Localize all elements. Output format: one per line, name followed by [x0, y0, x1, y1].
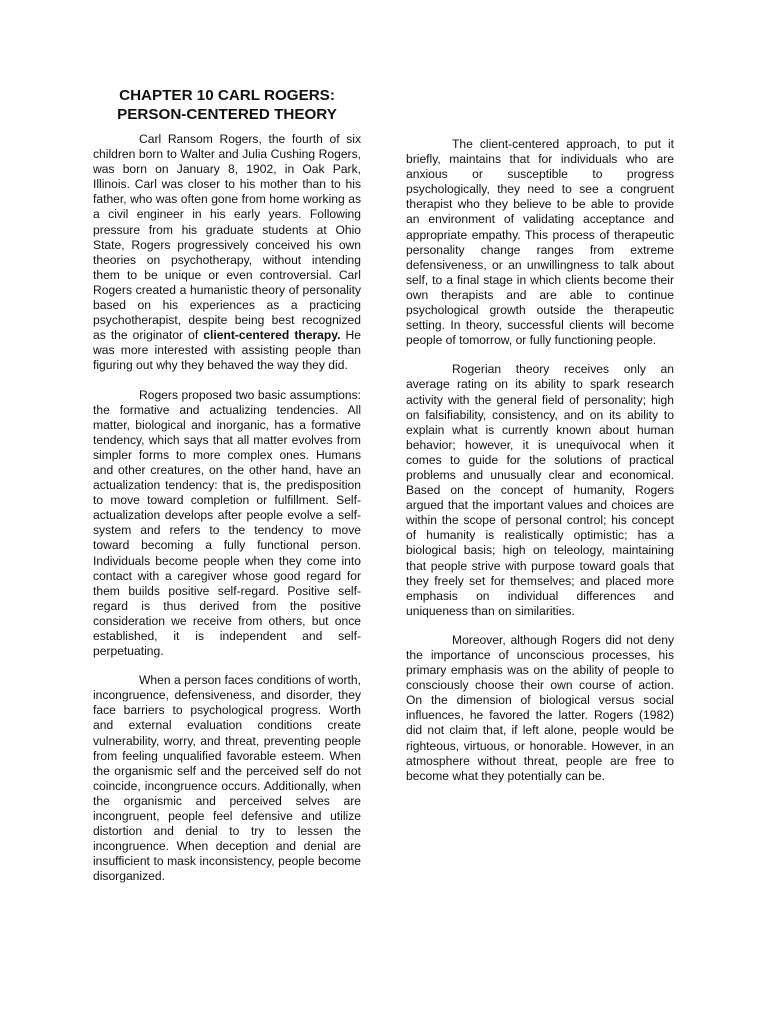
left-column [93, 86, 361, 899]
paragraph-barriers: When a person faces conditions of worth, incongruence, defensiveness, and disorder, they face barriers to psychological progress. Worth and external evaluation conditions create vulnerability, worry, and threat, preventing people from feeling unqualified favorable esteem. When the organismic self and the perceived self do not coincide, incongruence occurs. Additionally, when the organismic and perceived selves are incongruent, people feel defensive and utilize distortion and denial to try to lessen the incongruence. When deception and denial are insufficient to mask inconsistency, people become disorganized. [93, 673, 361, 884]
paragraph-biography-text-b: He was more interested with assisting people than figuring out why they behaved the way they did. [93, 328, 361, 373]
chapter-title-line-2: PERSON-CENTERED THEORY [117, 106, 337, 123]
paragraph-assumptions: Rogers proposed two basic assumptions: the formative and actualizing tendencies. All matter, biological and inorganic, has a formative tendency, which says that all matter evolves from simpler forms to more complex ones. Humans and other creatures, on the other hand, have an actualization tendency: that is, the predisposition to move toward completion or fulfillment. Self-actualization develops after people evolve a self-system and refers to the tendency to move toward becoming a fully functional person. Individuals become people when they come into contact with a caregiver whose good regard for them builds positive self-regard. Positive self-regard is thus derived from the positive consideration we receive from others, but once established, it is independent and self-perpetuating. [93, 387, 361, 659]
paragraph-unconscious-processes: Moreover, although Rogers did not deny the importance of unconscious processes, his primary emphasis was on the ability of people to consciously choose their own course of action. On the dimension of biological versus social influences, he favored the latter. Rogers (1982) did not claim that, if left alone, people would be righteous, virtuous, or honorable. However, in an atmosphere without threat, people are free to become what they potentially can be. [406, 632, 674, 783]
paragraph-biography [93, 132, 361, 374]
paragraph-biography-text-a: Carl Ransom Rogers, the fourth of six children born to Walter and Julia Cushing Rogers, was born on January 8, 1902, in Oak Park, Illinois. Carl was closer to his mother than to his father, who was often gone from home working as a civil engineer in his early years. Following pressure from his graduate students at Ohio State, Rogers progressively conceived his own theories on psychotherapy, without intending them to be unique or even controversial. Carl Rogers created a humanistic theory of personality based on his experiences as a practicing psychotherapist, despite being best recognized as the originator of [93, 132, 361, 343]
paragraph-client-centered-approach: The client-centered approach, to put it briefly, maintains that for individuals who are anxious or susceptible to progress psychologically, they need to see a congruent therapist who they believe to be able to provide an environment of validating acceptance and appropriate empathy. This process of therapeutic personality change ranges from extreme defensiveness, or an unwillingness to talk about self, to a final stage in which clients become their own therapists and are able to continue psychological growth outside the therapeutic setting. In theory, successful clients will become people of tomorrow, or fully functioning people. [406, 137, 674, 348]
chapter-title [93, 86, 361, 124]
chapter-title-line-1: CHAPTER 10 CARL ROGERS: [119, 87, 335, 104]
paragraph-rogerian-theory-rating: Rogerian theory receives only an average rating on its ability to spark research activity with the general field of personality; high on falsifiability, consistency, and on its ability to explain what is currently known about human behavior; however, it is unequivocal when it comes to guide for the solutions of practical problems and unusually clear and economical. Based on the concept of humanity, Rogers argued that the important values and choices are within the scope of personal control; his concept of humanity is realistically optimistic; has a biological basis; high on teleology, maintaining that people strive with purpose toward goals that they freely set for themselves; and placed more emphasis on individual differences and uniqueness than on similarities. [406, 362, 674, 618]
right-column [406, 137, 674, 798]
bold-term-client-centered-therapy: client-centered therapy. [203, 328, 341, 343]
